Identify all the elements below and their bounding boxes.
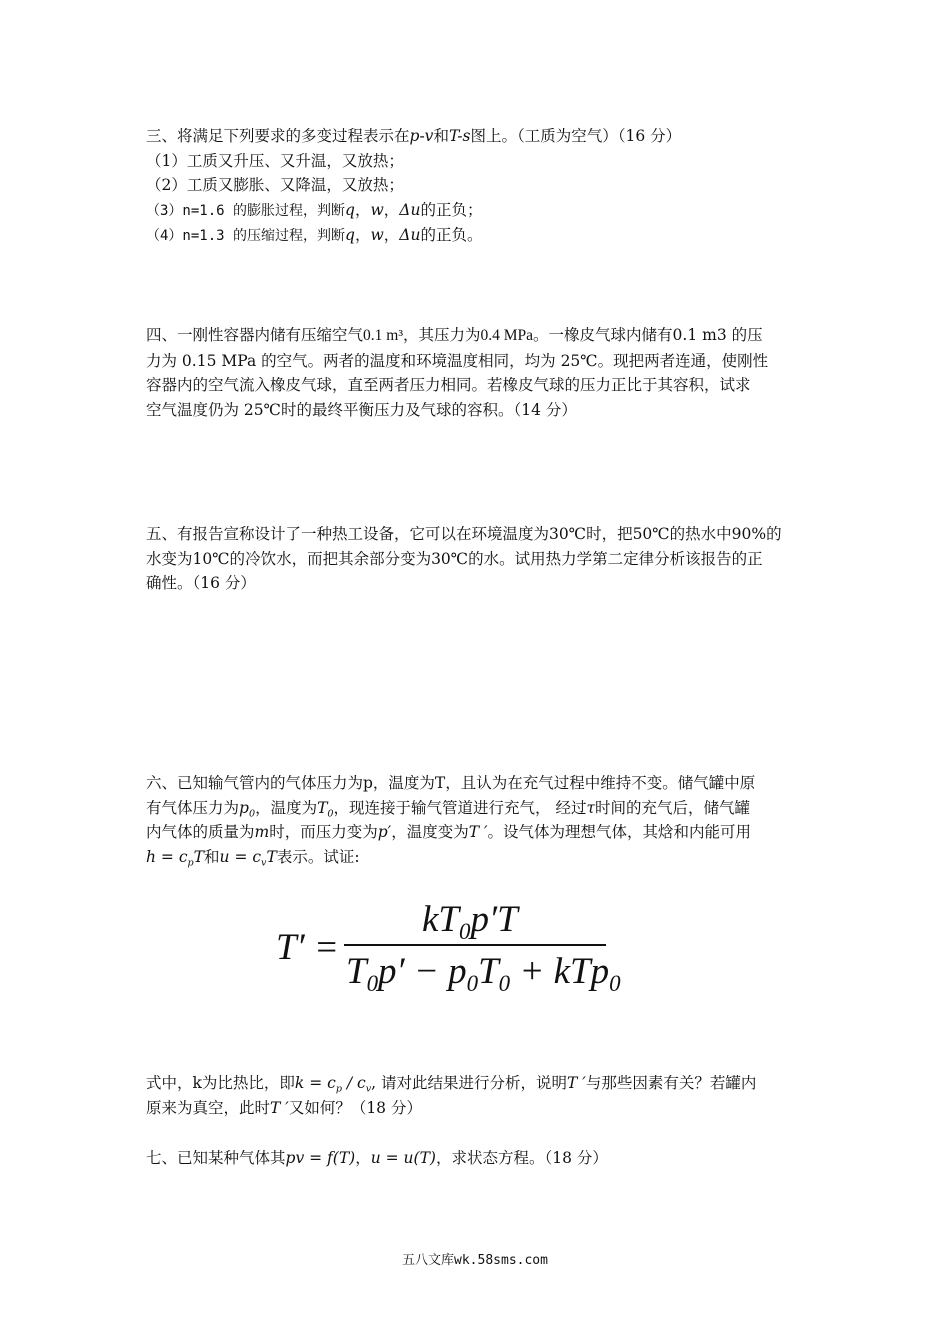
sub: v — [261, 856, 267, 868]
sym: p — [239, 798, 249, 817]
state-eq-pv: pv = f — [285, 1149, 333, 1167]
q6b-line-2 — [146, 1096, 806, 1121]
num-k: kT — [422, 899, 459, 940]
q6-text-j: 表示。试证: — [276, 847, 360, 866]
q6b-text-e: 又如何？（18 分） — [288, 1098, 422, 1117]
q6-text: 有气体压力为 — [146, 798, 240, 817]
q6-text-e: 内气体的质量为 — [146, 823, 255, 841]
q6b-text-b: , 请对此结果进行分析，说明 — [371, 1074, 568, 1092]
pv-diagram-label: p-v — [409, 127, 434, 145]
symbol-w: w — [370, 226, 384, 244]
eq: h = c — [146, 847, 188, 866]
symbol-delta-u: Δu — [399, 226, 421, 244]
sub: 0 — [498, 971, 511, 997]
fraction-bar — [344, 944, 606, 946]
q5-line-2: 水变为10℃的冷饮水，而把其余部分变为30℃的水。试用热力学第二定律分析该报告的正 — [146, 549, 763, 568]
k-definition — [294, 1074, 372, 1095]
sym: T — [317, 798, 328, 817]
sym: T — [266, 847, 277, 866]
q3-item-1: （1）工质又升压、又升温，又放热； — [146, 151, 404, 170]
q4-line-4: 空气温度仍为 25℃时的最终平衡压力及气球的容积。（14 分） — [146, 400, 577, 419]
formula-numerator — [422, 898, 518, 945]
sub: p — [335, 1083, 342, 1095]
q3-item-4-end: 的正负。 — [420, 226, 483, 244]
question-5 — [146, 522, 806, 596]
q5-line-3: 确性。（16 分） — [146, 574, 256, 592]
den-c: T — [478, 951, 499, 992]
sub: 0 — [248, 807, 256, 819]
q3-item-3 — [146, 198, 806, 224]
q6-text-i: 和 — [204, 847, 220, 866]
energy-eq — [220, 848, 277, 866]
sub: 0 — [609, 971, 621, 997]
q6-text-f: 时，而压力变为 — [269, 823, 378, 841]
formula-lhs: T′ = — [276, 927, 339, 968]
arg-T: (T) — [413, 1149, 436, 1167]
symbol-q: q — [345, 226, 355, 244]
q3-item-3-end: 的正负； — [420, 200, 483, 219]
q4-text: 四、一刚性容器内储有压缩空气 — [146, 326, 364, 344]
sep: ， — [354, 226, 371, 244]
q3-text-end: 图上。（工质为空气）（16 分） — [470, 127, 682, 145]
ts-diagram-label: T-s — [448, 127, 471, 145]
q6-line-1: 六、已知输气管内的气体压力为p，温度为T，且认为在充气过程中维持不变。储气罐中原 — [146, 774, 756, 792]
sym: T — [193, 847, 205, 866]
den-d: + kTp — [510, 951, 610, 992]
q3-and: 和 — [433, 127, 449, 145]
symbol-T-prime: T ′ — [567, 1074, 586, 1092]
q6-line-3 — [146, 820, 806, 845]
q3-line-1 — [146, 124, 806, 149]
question-6 — [146, 771, 806, 869]
state-eq-u: u = u — [370, 1149, 414, 1167]
symbol-m: m — [254, 823, 270, 841]
question-6-analysis — [146, 1071, 806, 1120]
q6b-text-d: 原来为真空，此时 — [146, 1098, 271, 1117]
q3-item-3-text: （3）n=1.6 的膨胀过程，判断 — [146, 202, 346, 219]
symbol-T0 — [317, 799, 333, 817]
enthalpy-eq — [146, 848, 204, 866]
sep: ， — [383, 226, 400, 244]
q5-line-1: 五、有报告宣称设计了一种热工设备，它可以在环境温度为30℃时，把50℃的热水中90%的 — [146, 525, 782, 543]
slash: / c — [341, 1074, 366, 1092]
q3-item-4 — [146, 223, 806, 249]
q3-text: 三、将满足下列要求的多变过程表示在 — [146, 127, 410, 145]
q6b-text-c: 与那些因素有关？若罐内 — [585, 1074, 757, 1092]
eq: k = c — [294, 1074, 336, 1092]
formula-denominator — [346, 950, 621, 997]
den-a: T — [346, 951, 367, 992]
sep: ， — [355, 1149, 371, 1167]
q6-line-4 — [146, 845, 806, 870]
q3-item-2: （2）工质又膨胀、又降温，又放热； — [146, 176, 404, 194]
question-3 — [146, 124, 806, 249]
symbol-q: q — [345, 200, 355, 219]
symbol-w: w — [370, 200, 384, 219]
arg-T: (T) — [332, 1149, 356, 1167]
q6-text-g: ，温度变为 — [391, 823, 469, 841]
q4-line-3: 容器内的空气流入橡皮气球，直至两者压力相同。若橡皮气球的压力正比于其容积，试求 — [146, 376, 751, 394]
sep: ， — [383, 200, 400, 219]
q7-text: 七、已知某种气体其 — [146, 1149, 286, 1167]
volume-value: 0.1 m³ — [363, 327, 403, 344]
symbol-delta-u: Δu — [399, 200, 421, 219]
q6-text-b: ，温度为 — [255, 798, 318, 817]
sub: 0 — [459, 919, 471, 945]
symbol-p-prime: p′ — [377, 823, 392, 841]
q7-line-1 — [146, 1146, 806, 1171]
sub: v — [365, 1083, 372, 1095]
sub: 0 — [327, 807, 334, 819]
symbol-tau: τ — [586, 798, 596, 817]
q4-line-2: 力为 0.15 MPa 的空气。两者的温度和环境温度相同，均为 25℃。现把两者连通，使刚性 — [146, 351, 769, 370]
symbol-T-prime: T ′ — [270, 1098, 289, 1117]
num-rest: p′T — [470, 899, 518, 940]
sub: 0 — [466, 971, 479, 997]
q7-text-end: ，求状态方程。（18 分） — [435, 1149, 608, 1167]
q6-line-2 — [146, 796, 806, 821]
q4-text-c: 。一橡皮气球内储有0.1 m3 的压 — [533, 326, 763, 344]
symbol-p0 — [239, 799, 255, 817]
eq: u = c — [219, 847, 262, 866]
sub: p — [187, 856, 194, 868]
q4-text-b: ，其压力为 — [402, 326, 481, 344]
temperature-formula — [276, 898, 621, 998]
q6b-text: 式中，k为比热比，即 — [146, 1074, 295, 1092]
page-footer: 五八文库wk.58sms.com — [402, 1253, 548, 1268]
question-4 — [146, 323, 806, 422]
sub: 0 — [366, 971, 379, 997]
pressure-value: 0.4 MPa — [480, 327, 534, 344]
question-7 — [146, 1146, 806, 1171]
q6-text-h: 。设气体为理想气体，其焓和内能可用 — [487, 823, 752, 841]
sep: ， — [354, 200, 371, 219]
q6-text-c: ，现连接于输气管道进行充气， 经过 — [333, 798, 587, 817]
q4-line-1 — [146, 323, 806, 349]
den-b: p′ − p — [378, 951, 467, 992]
q6-text-d: 时间的充气后，储气罐 — [595, 798, 751, 817]
q3-item-4-text: （4）n=1.3 的压缩过程，判断 — [146, 228, 346, 244]
q6b-line-1 — [146, 1071, 806, 1096]
symbol-T-prime: T ′ — [468, 823, 488, 841]
